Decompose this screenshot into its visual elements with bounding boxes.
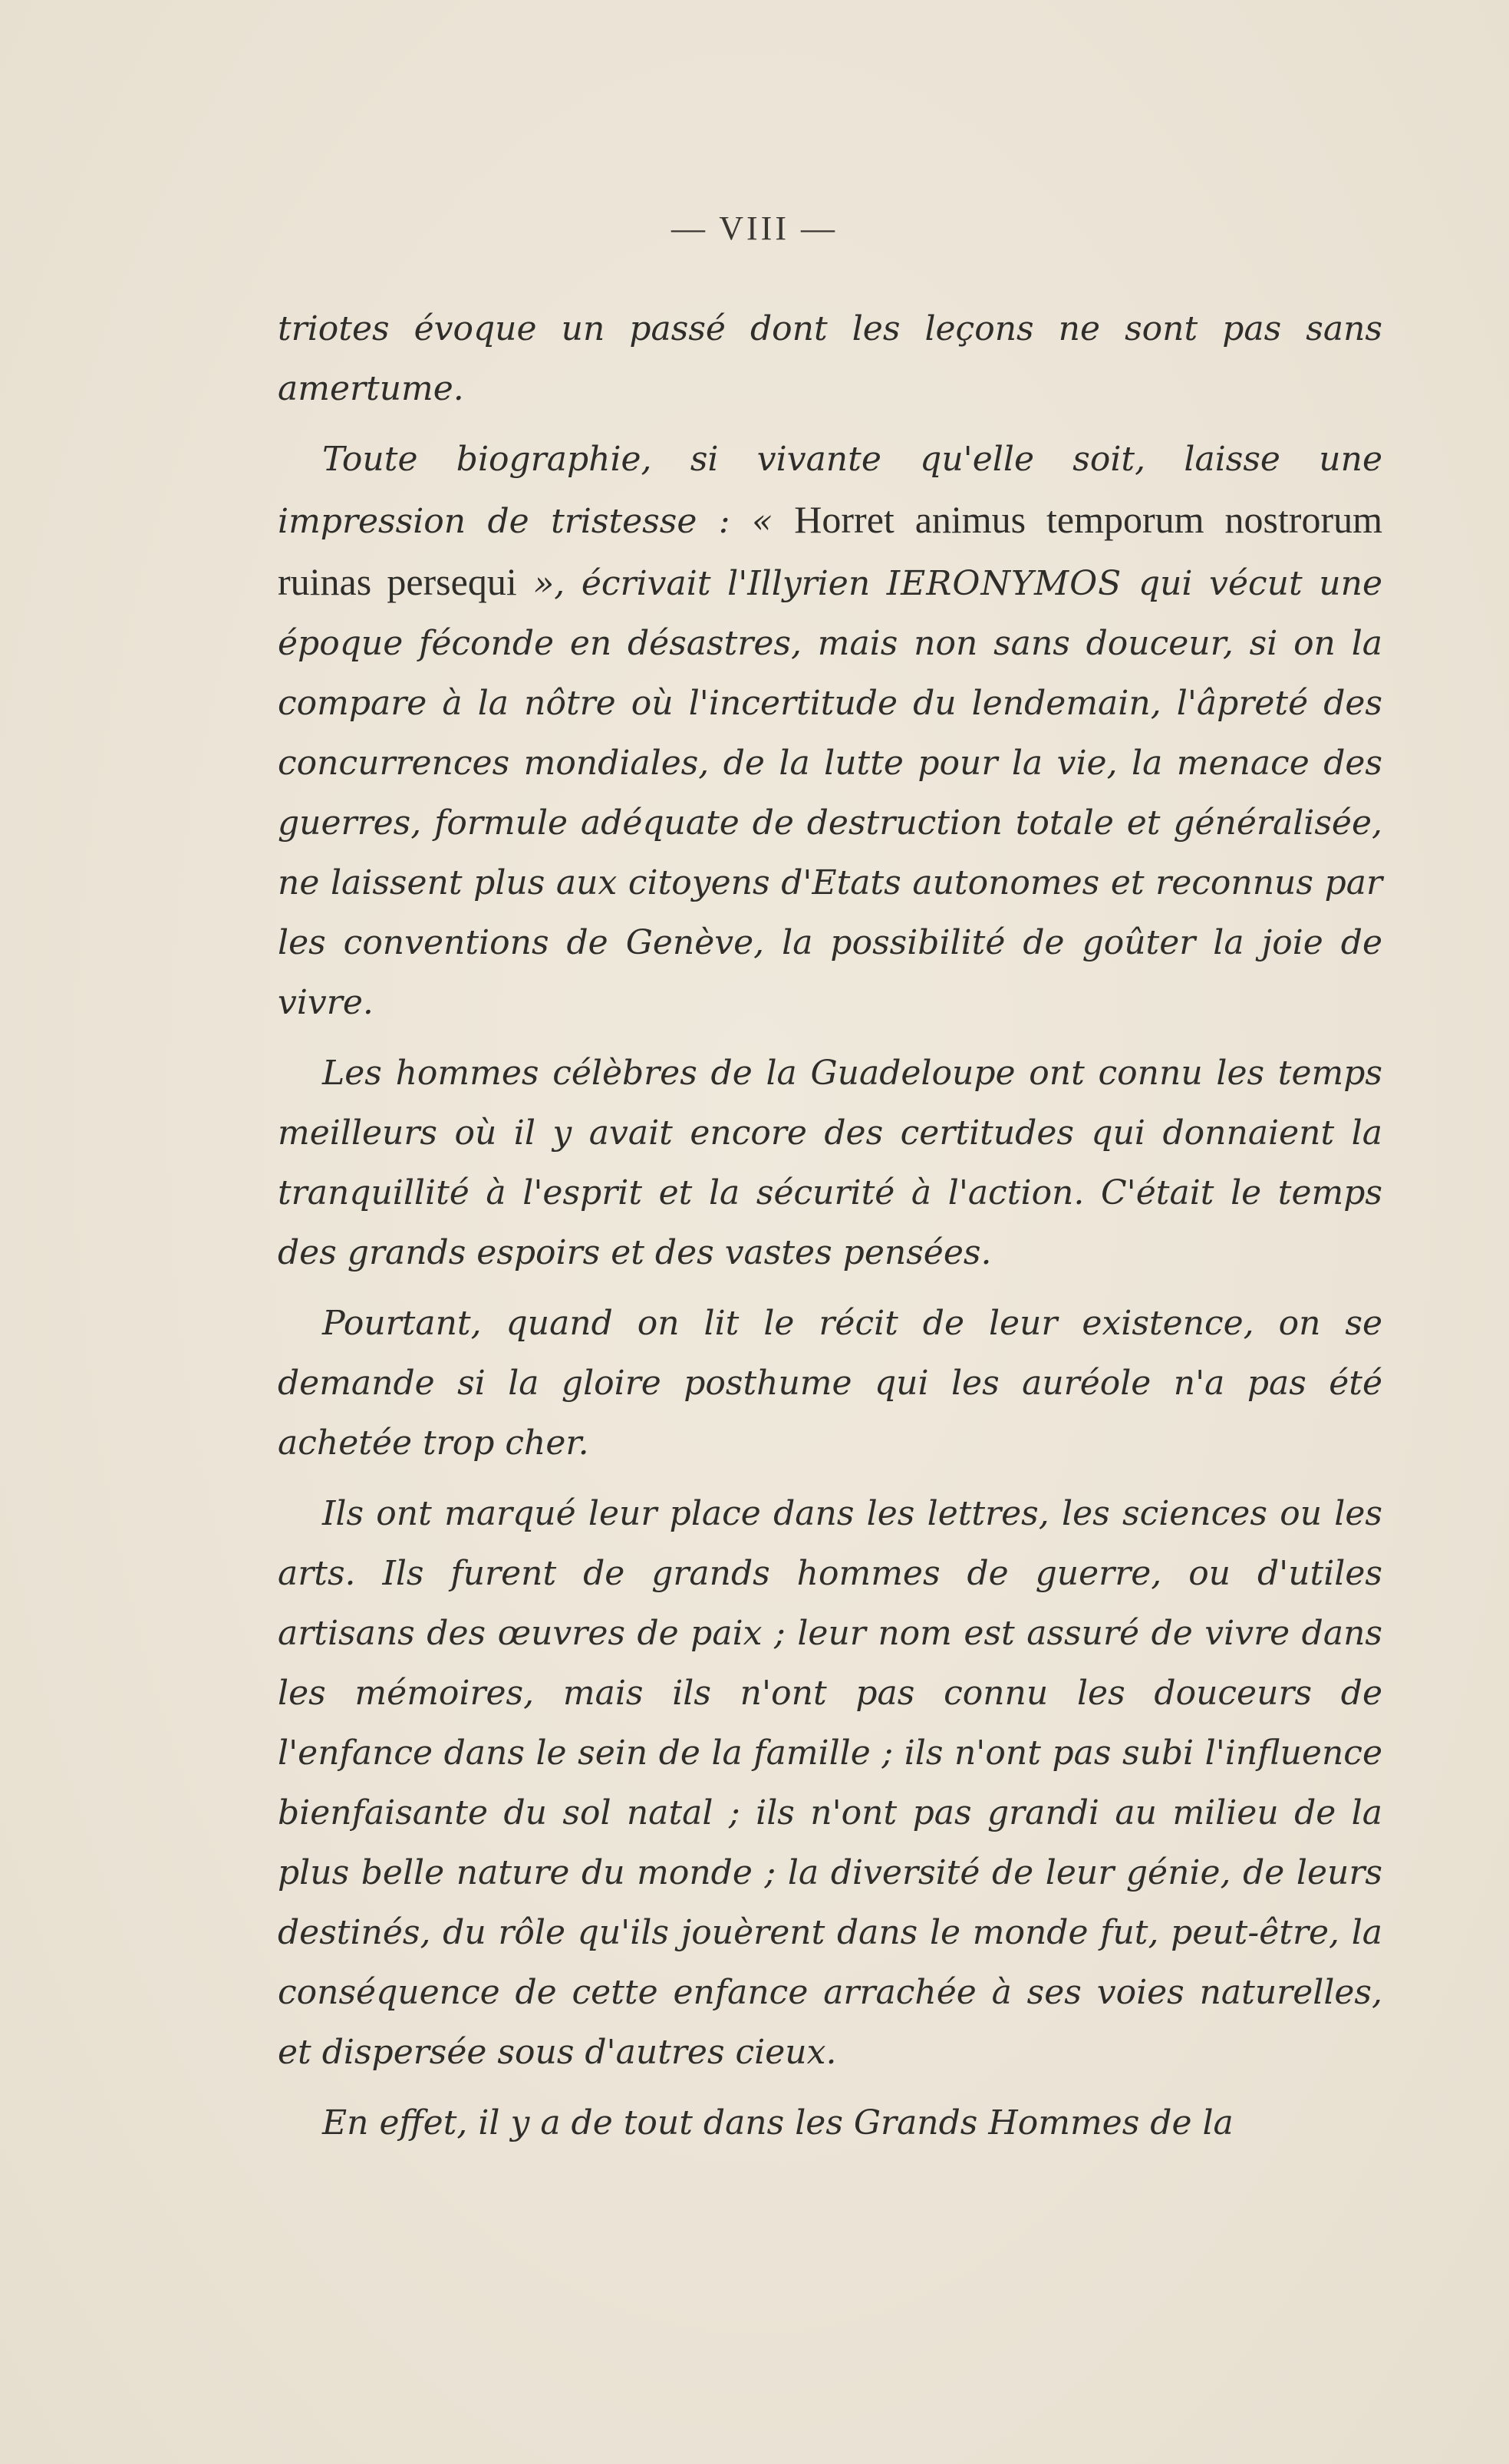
paragraph-text: Toute biographie, si vivante qu'elle soit, laisse une impression de tristesse : « <box>278 440 1382 541</box>
body-text <box>278 299 1382 2164</box>
paragraph-ils-ont-marque: Ils ont marqué leur place dans les lettres, les sciences ou les arts. Ils furent de grands hommes de guerre, ou d'utiles artisans des œuvres de paix ; leur nom est assuré de vivre dans les mémoires, mais ils n'ont pas connu les douceurs de l'enfance dans le sein de la famille ; ils n'ont pas subi l'influence bienfaisante du sol natal ; ils n'ont pas grandi au milieu de la plus belle nature du monde ; la diversité de leur génie, de leurs destinés, du rôle qu'ils jouèrent dans le monde fut, peut-être, la conséquence de cette enfance arrachée à ses voies naturelles, et dispersée sous d'autres cieux. <box>278 1494 1382 2072</box>
paragraph-text: qui vécut une époque féconde en désastres, mais non sans douceur, si on la compare à la nôtre où l'incertitude du lendemain, l'âpreté des concurrences mondiales, de la lutte pour la vie, la menace des guerres, formule adéquate de destruction totale et généralisée, ne laissent plus aux citoyens d'Etats autonomes et reconnus par les conventions de Genève, la possibilité de goûter la joie de vivre. <box>278 564 1383 1022</box>
paragraph-en-effet: En effet, il y a de tout dans les Grands Hommes de la <box>322 2103 1234 2142</box>
paragraph-continuation: triotes évoque un passé dont les leçons ne sont pas sans amertume. <box>278 309 1382 408</box>
running-head-page-number: — VIII — <box>671 209 838 247</box>
paragraph-biographie <box>278 430 1382 1033</box>
paragraph-text: », écrivait l'Illyrien <box>516 564 887 603</box>
paragraph-hommes-celebres: Les hommes célèbres de la Guadeloupe ont connu les temps meilleurs où il y avait encore des certitudes qui donnaient la tranquillité à l'esprit et la sécurité à l'action. C'était le temps des grands espoirs et des vastes pensées. <box>278 1054 1382 1272</box>
paragraph-pourtant: Pourtant, quand on lit le récit de leur existence, on se demande si la gloire posthume qui les auréole n'a pas été achetée trop cher. <box>278 1304 1382 1463</box>
latin-quotation: Horret animus temporum nostrorum ruinas persequi <box>278 498 1382 603</box>
author-name: IERONYMOS <box>886 564 1122 603</box>
